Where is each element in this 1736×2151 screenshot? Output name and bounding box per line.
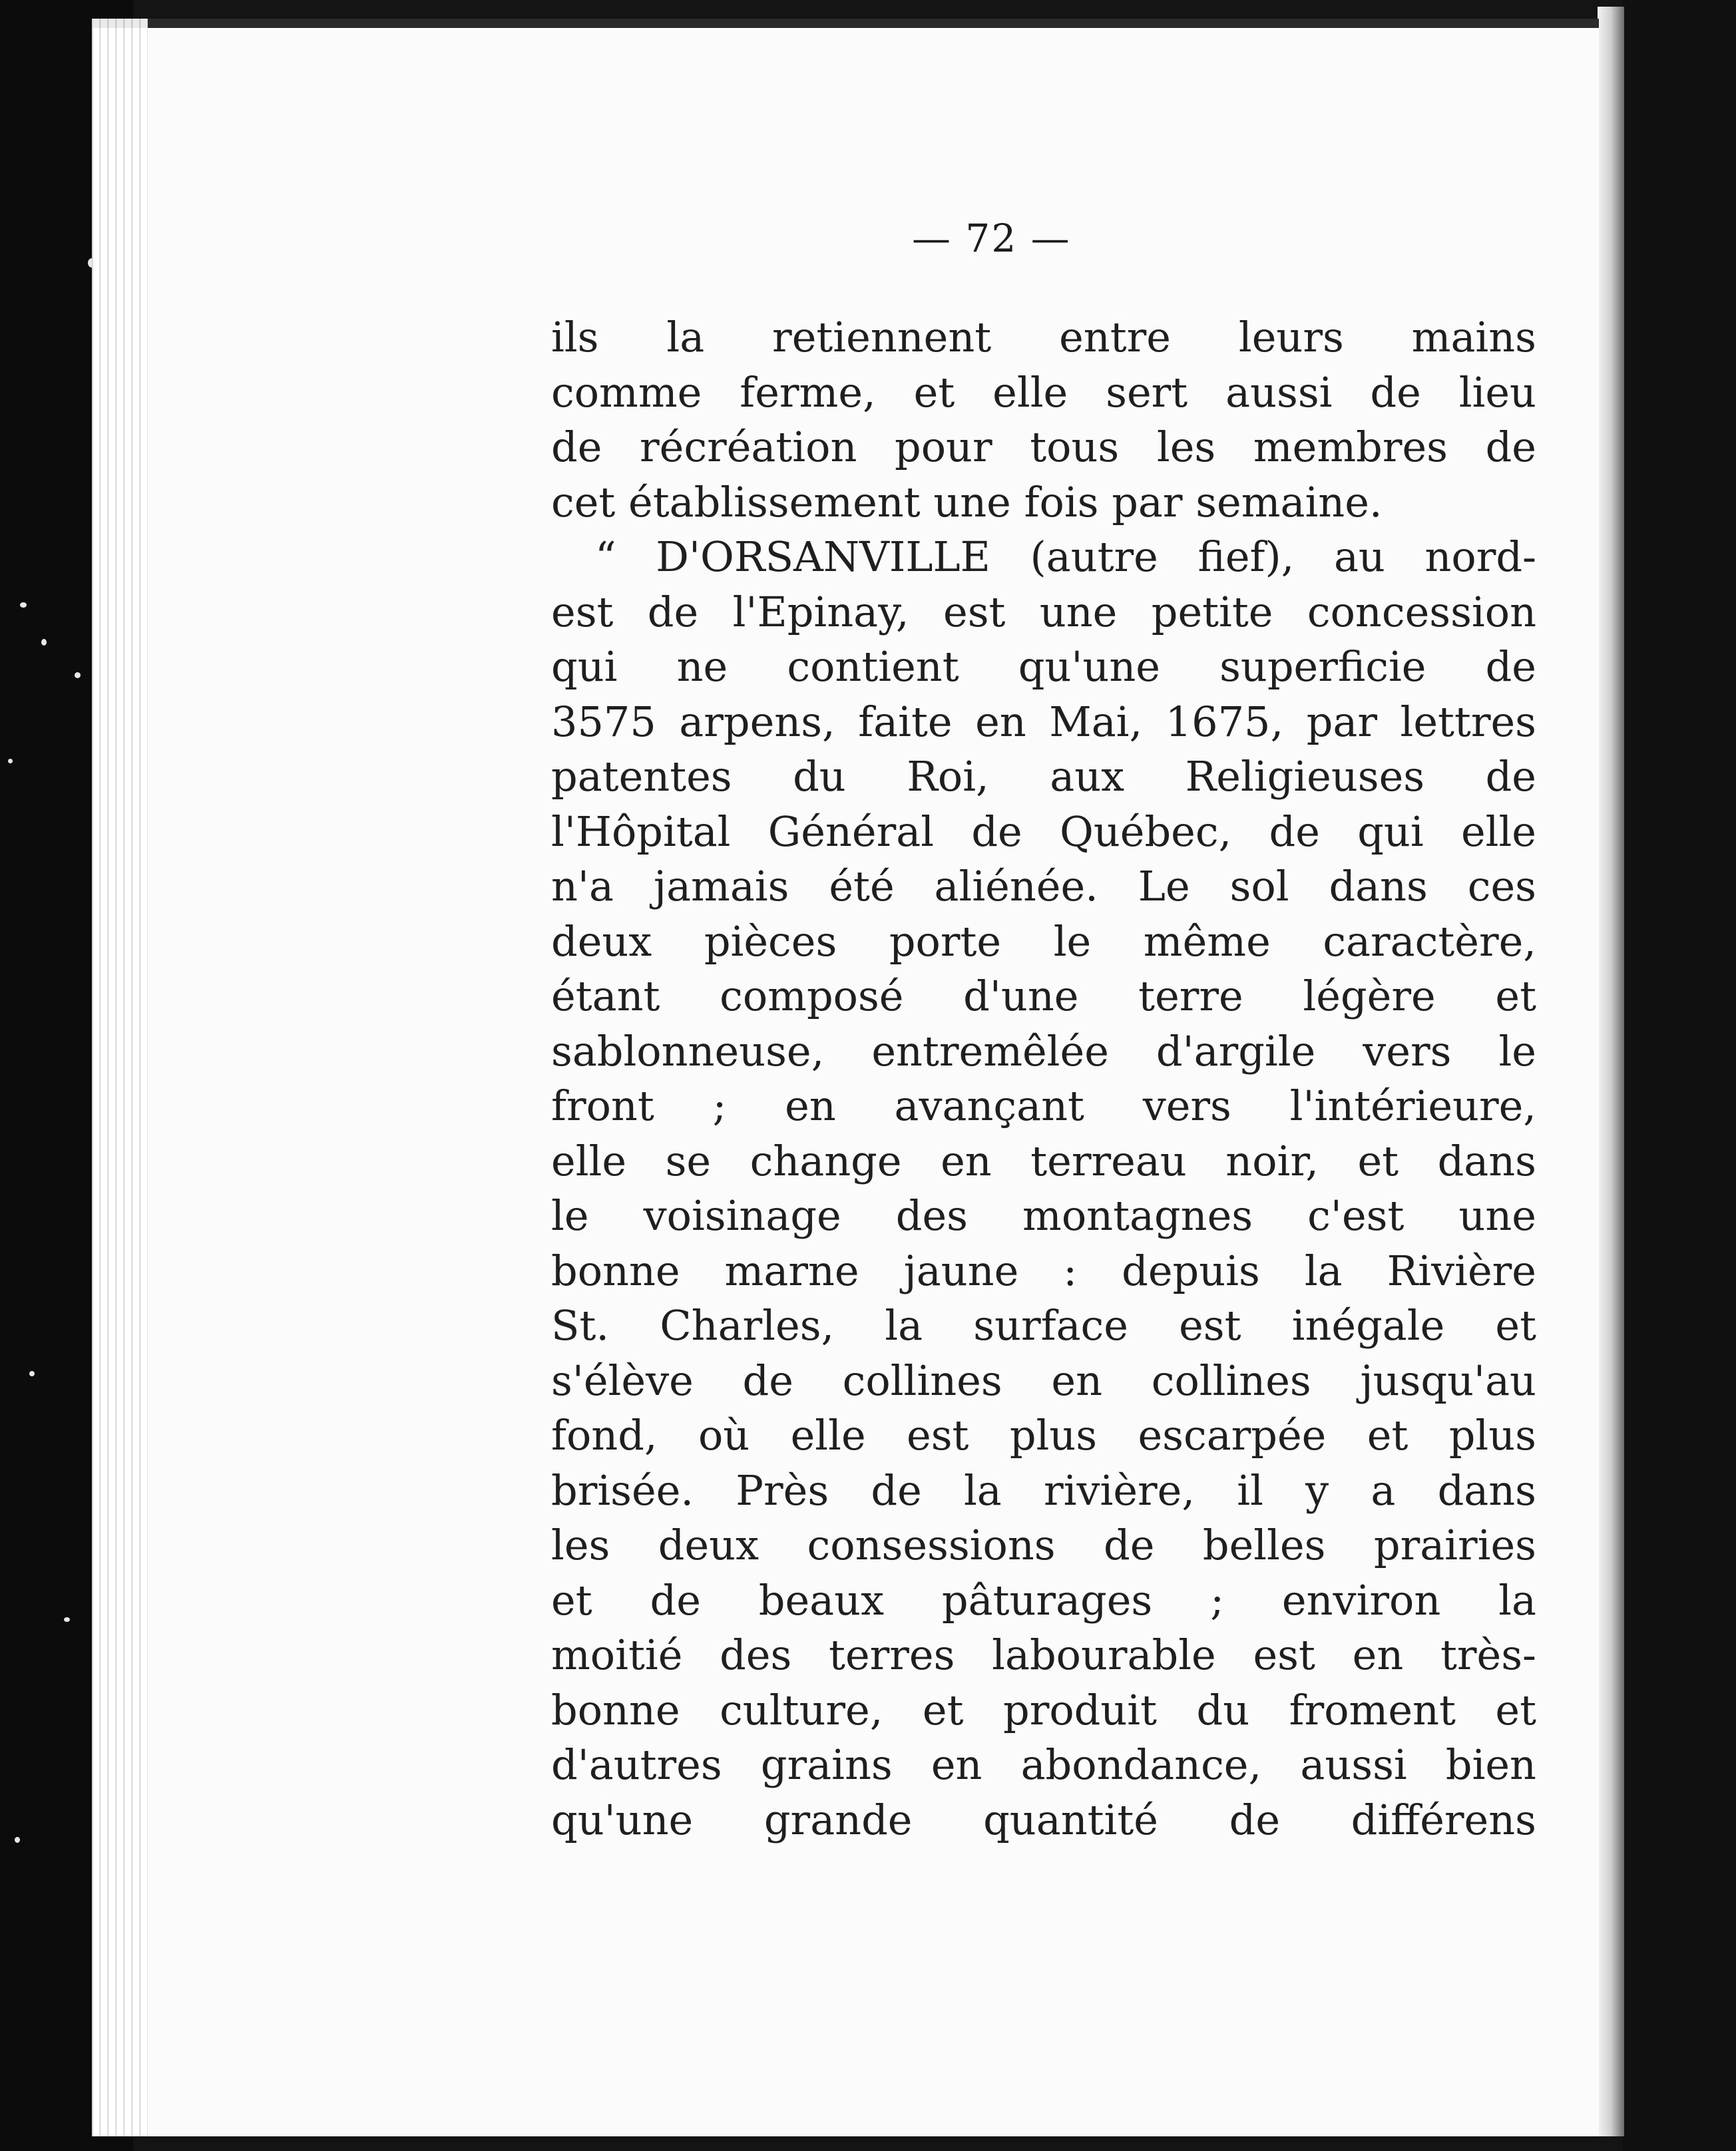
text-line: le voisinage des montagnes c'est une [551, 1191, 1536, 1240]
text-line: 3575 arpens, faite en Mai, 1675, par lettres [551, 697, 1536, 746]
text-line: étant composé d'une terre légère et [551, 972, 1536, 1020]
text-line: d'autres grains en abondance, aussi bien [551, 1740, 1536, 1789]
dust-speck [29, 1371, 35, 1376]
text-line: de récréation pour tous les membres de [551, 423, 1536, 471]
text-line: “ D'ORSANVILLE (autre fief), au nord- [595, 532, 1536, 581]
page-top-edge [93, 19, 1599, 28]
page-edge-right [1598, 7, 1624, 2136]
text-line: n'a jamais été aliénée. Le sol dans ces [551, 862, 1536, 910]
text-line: deux pièces porte le même caractère, [551, 916, 1536, 966]
dust-speck [75, 672, 81, 678]
text-line: bonne culture, et produit du froment et [551, 1685, 1536, 1734]
scan-border-right [1623, 0, 1736, 2151]
text-line: patentes du Roi, aux Religieuses de [551, 752, 1536, 801]
book-page [92, 19, 1599, 2136]
dust-speck [8, 759, 13, 763]
text-line: cet établissement une fois par semaine. [551, 477, 1383, 526]
text-line: comme ferme, et elle sert aussi de lieu [551, 367, 1536, 417]
dust-speck [64, 1617, 70, 1622]
text-line: front ; en avançant vers l'intérieure, [551, 1081, 1536, 1130]
text-line: St. Charles, la surface est inégale et [551, 1301, 1536, 1350]
text-line: et de beaux pâturages ; environ la [551, 1575, 1536, 1625]
text-line: ils la retiennent entre leurs mains [551, 313, 1536, 361]
dust-speck [20, 602, 27, 608]
text-line: s'élève de collines en collines jusqu'au [551, 1356, 1536, 1405]
dust-speck [41, 639, 47, 646]
text-line: est de l'Epinay, est une petite concession [551, 587, 1536, 636]
text-line: brisée. Près de la rivière, il y a dans [551, 1466, 1536, 1515]
text-line: sablonneuse, entremêlée d'argile vers le [551, 1026, 1536, 1076]
text-line: moitié des terres labourable est en très- [551, 1631, 1536, 1679]
text-line: qu'une grande quantité de différens [551, 1795, 1536, 1844]
text-line: qui ne contient qu'une superficie de [551, 642, 1536, 691]
text-line: les deux consessions de belles prairies [551, 1521, 1536, 1569]
page-stack-edges [93, 19, 148, 2136]
text-line: fond, où elle est plus escarpée et plus [551, 1411, 1536, 1460]
text-line: bonne marne jaune : depuis la Rivière [551, 1246, 1536, 1295]
page-number: — 72 — [912, 216, 1071, 261]
dust-speck [15, 1837, 20, 1843]
text-line: elle se change en terreau noir, et dans [551, 1136, 1536, 1185]
text-line: l'Hôpital Général de Québec, de qui elle [551, 807, 1536, 856]
body-text [551, 310, 1536, 1848]
